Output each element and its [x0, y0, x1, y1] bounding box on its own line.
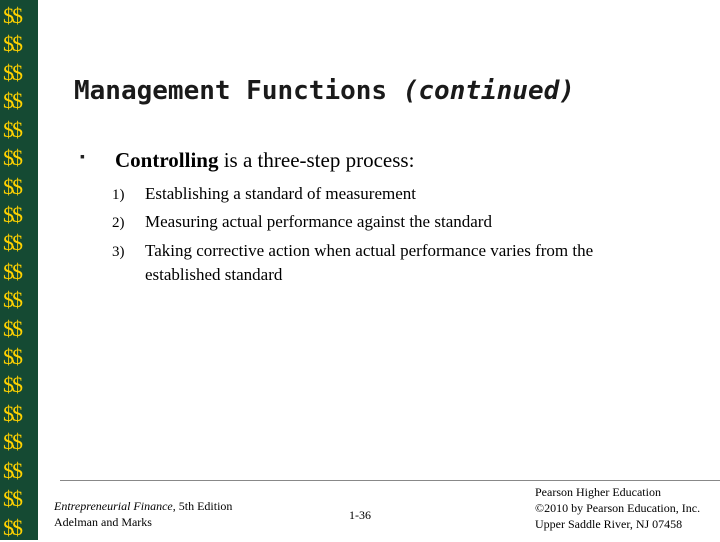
dollar-sidebar: [0, 0, 38, 540]
step-item-2: [112, 210, 492, 235]
dollar-sign-icon: $$: [3, 116, 21, 142]
title-italic-text: (continued): [402, 76, 575, 106]
step-item-3: [112, 239, 593, 264]
dollar-sign-icon: $$: [3, 457, 21, 483]
publisher-line-2: ©2010 by Pearson Education, Inc.: [535, 501, 701, 515]
main-point-bold: Controlling: [115, 148, 219, 172]
dollar-sign-icon: $$: [3, 31, 21, 57]
dollar-sign-icon: $$: [3, 173, 21, 199]
dollar-sign-icon: $$: [3, 400, 21, 426]
dollar-sign-icon: $$: [3, 3, 21, 28]
footer-publisher: [535, 484, 700, 532]
main-point: [115, 148, 414, 173]
publisher-line-1: Pearson Higher Education: [535, 485, 661, 499]
footer-divider: [60, 480, 720, 481]
dollar-sign-icon: $$: [3, 145, 21, 171]
square-bullet-icon: ▪: [80, 150, 85, 165]
slide-title: [74, 76, 575, 106]
step-number: 2): [112, 215, 125, 231]
step-item-3-continuation: established standard: [145, 265, 283, 284]
step-number: 1): [112, 187, 125, 203]
step-number: 3): [112, 244, 125, 260]
dollar-sign-icon: $$: [3, 486, 21, 512]
publisher-line-3: Upper Saddle River, NJ 07458: [535, 517, 683, 531]
dollar-sign-icon: $$: [3, 88, 21, 114]
book-edition: , 5th Edition: [172, 499, 233, 513]
dollar-sign-icon: $$: [3, 258, 21, 284]
step-item-1: [112, 182, 416, 207]
dollar-sign-icon: $$: [3, 315, 21, 341]
dollar-sign-icon: $$: [3, 201, 21, 227]
step-text: Establishing a standard of measurement: [145, 184, 416, 203]
dollar-sign-icon: $$: [3, 344, 21, 370]
dollar-sign-icon: $$: [3, 59, 21, 85]
title-text: Management Functions: [74, 76, 403, 106]
page-number: 1-36: [349, 508, 371, 522]
step-text: Taking corrective action when actual performance varies from the: [145, 241, 594, 260]
dollar-sign-icon: $$: [3, 514, 21, 540]
dollar-sign-icon: $$: [3, 372, 21, 398]
dollar-sign-icon: $$: [3, 230, 21, 256]
dollar-sign-icon: $$: [3, 287, 21, 313]
footer-book-info: [54, 498, 232, 530]
step-text: Measuring actual performance against the standard: [145, 212, 492, 231]
dollar-sign-icon: $$: [3, 429, 21, 455]
book-authors: Adelman and Marks: [54, 515, 152, 529]
main-point-rest: is a three-step process:: [218, 148, 415, 172]
book-title: Entrepreneurial Finance: [54, 499, 173, 513]
